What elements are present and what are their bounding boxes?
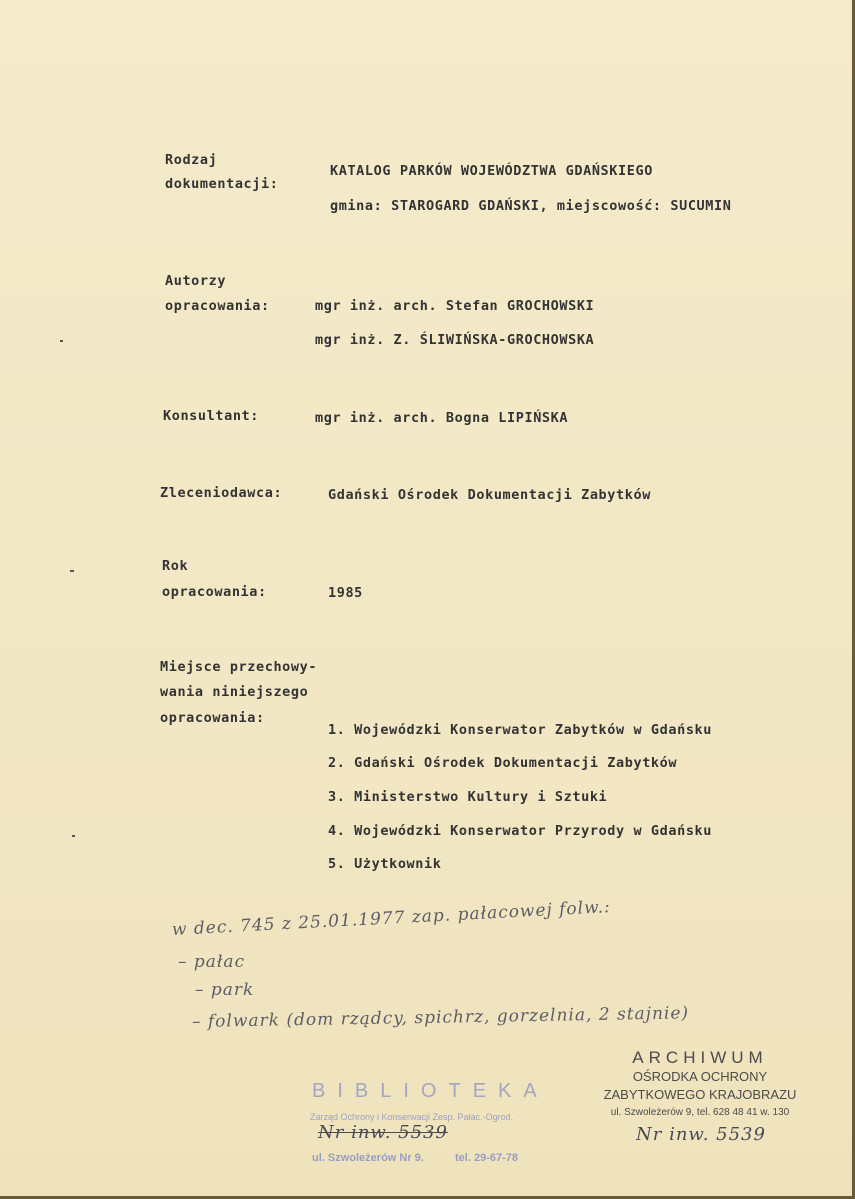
value-author-1: mgr inż. arch. Stefan GROCHOWSKI <box>315 298 595 314</box>
value-gmina: gmina: STAROGARD GDAŃSKI, miejscowość: SUCUMIN <box>330 198 732 214</box>
library-stamp-title: BIBLIOTEKA <box>312 1080 549 1102</box>
archive-stamp-line2: OŚRODKA OCHRONY <box>632 1069 768 1084</box>
value-author-2: mgr inż. Z. ŚLIWIŃSKA-GROCHOWSKA <box>315 332 595 348</box>
archive-inventory-number: Nr inw. 5539 <box>636 1124 766 1145</box>
label-opracowania-rok: opracowania: <box>162 584 267 600</box>
library-stamp-line2: Zarząd Ochrony i Konserwacji Zesp. Pałac.-Ogrod. <box>310 1112 514 1122</box>
handwritten-note-4: – folwark (dom rządcy, spichrz, gorzelnia, 2 stajnie) <box>191 1003 690 1032</box>
storage-item: 1. Wojewódzki Konserwator Zabytków w Gdańsku <box>328 722 713 738</box>
storage-item: 3. Ministerstwo Kultury i Sztuki <box>328 789 608 805</box>
library-stamp-phone: tel. 29-67-78 <box>455 1152 518 1164</box>
value-katalog: KATALOG PARKÓW WOJEWÓDZTWA GDAŃSKIEGO <box>330 163 653 179</box>
archive-stamp-address: ul. Szwoleżerów 9, tel. 628 48 41 w. 130 <box>610 1107 790 1118</box>
library-inventory-number: Nr inw. 5539 <box>318 1122 448 1143</box>
value-zleceniodawca: Gdański Ośrodek Dokumentacji Zabytków <box>328 487 651 503</box>
label-miejsce-3: opracowania: <box>160 710 265 726</box>
label-zleceniodawca: Zleceniodawca: <box>160 485 283 501</box>
storage-item: 4. Wojewódzki Konserwator Przyrody w Gdańsku <box>328 823 713 839</box>
speck-mark <box>72 835 75 837</box>
speck-mark <box>70 570 74 572</box>
label-opracowania-autorzy: opracowania: <box>165 298 270 314</box>
archive-stamp-title: ARCHIWUM <box>632 1048 768 1067</box>
speck-mark <box>60 340 63 342</box>
storage-item: 2. Gdański Ośrodek Dokumentacji Zabytków <box>328 755 678 771</box>
label-rodzaj: Rodzaj <box>165 152 218 168</box>
label-autorzy: Autorzy <box>165 273 227 289</box>
value-rok: 1985 <box>328 585 363 601</box>
label-konsultant: Konsultant: <box>163 408 260 424</box>
storage-item: 5. Użytkownik <box>328 856 442 872</box>
value-konsultant: mgr inż. arch. Bogna LIPIŃSKA <box>315 410 569 426</box>
label-rok: Rok <box>162 558 189 574</box>
library-stamp-address: ul. Szwoleżerów Nr 9. <box>312 1152 424 1164</box>
handwritten-note-3: – park <box>195 980 255 1000</box>
label-miejsce-2: wania niniejszego <box>160 684 309 700</box>
label-miejsce-1: Miejsce przechowy- <box>160 659 318 675</box>
label-dokumentacji: dokumentacji: <box>165 176 279 192</box>
handwritten-note-2: – pałac <box>178 952 246 972</box>
handwritten-note-1: w dec. 745 z 25.01.1977 zap. pałacowej folw.: <box>171 897 612 940</box>
archive-stamp-line3: ZABYTKOWEGO KRAJOBRAZU <box>603 1087 797 1102</box>
